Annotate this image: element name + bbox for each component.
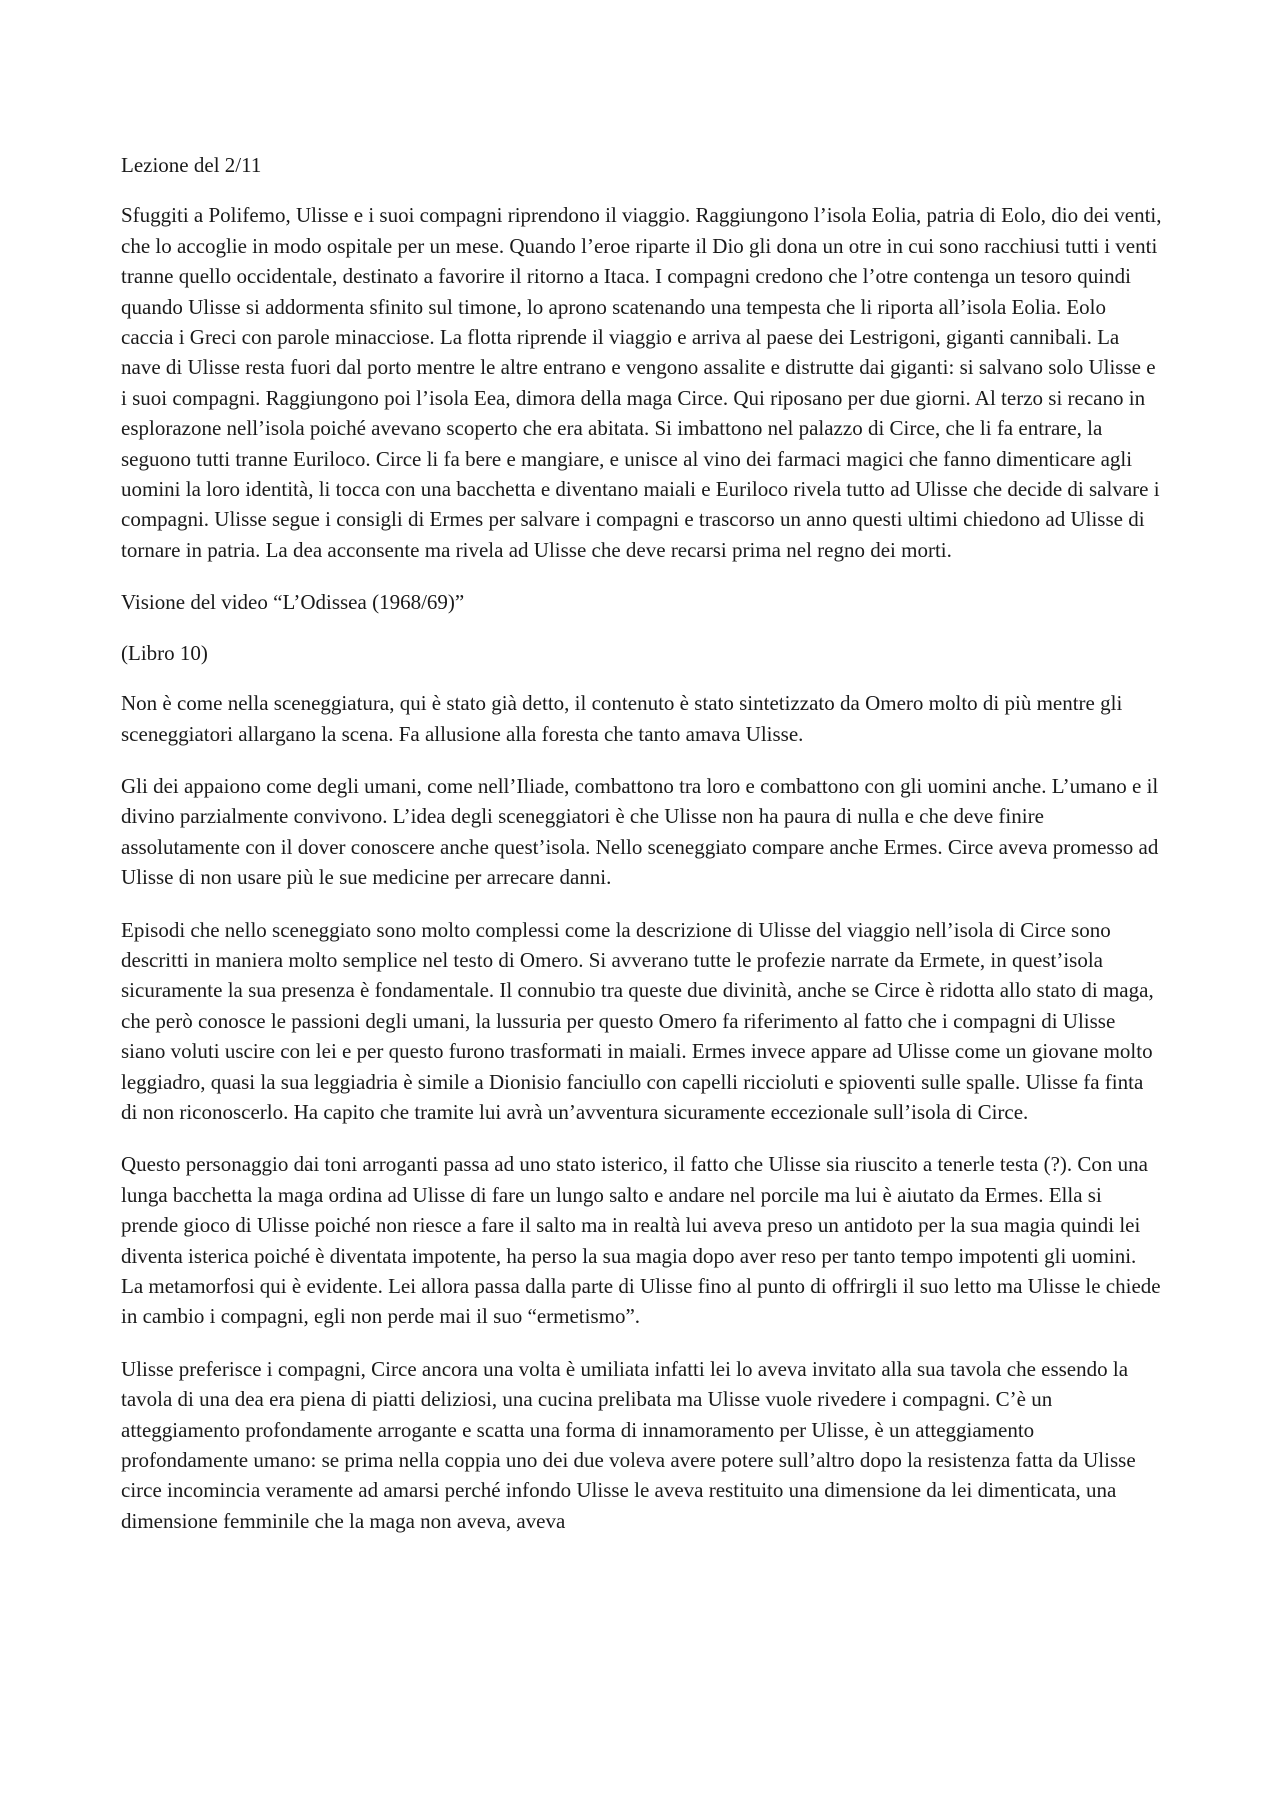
paragraph-episodes: Episodi che nello sceneggiato sono molto complessi come la descrizione di Ulisse del viaggio nell’isola di Circe sono descritti in maniera molto semplice nel testo di Omero. Si avverano tutte le profezie narrate da Ermete, in quest’isola sicuramente la sua presenza è fondamentale. Il connubio tra queste due divinità, anche se Circe è ridotta allo stato di maga, che però conosce le passioni degli umani, la lussuria per questo Omero fa riferimento al fatto che i compagni di Ulisse siano voluti uscire con lei e per questo furono trasformati in maiali. Ermes invece appare ad Ulisse come un giovane molto leggiadro, quasi la sua leggiadria è simile a Dionisio fanciullo con capelli riccioluti e spioventi sulle spalle. Ulisse fa finta di non riconoscerlo. Ha capito che tramite lui avrà un’avventura sicuramente eccezionale sull’isola di Circe. xyxy=(121,917,1154,1124)
paragraph-companions: Ulisse preferisce i compagni, Circe ancora una volta è umiliata infatti lei lo aveva invitato alla sua tavola che essendo la tavola di una dea era piena di piatti deliziosi, una cucina prelibata ma Ulisse vuole rivedere i compagni. C’è un atteggiamento profondamente arrogante e scatta una forma di innamoramento per Ulisse, è un atteggiamento profondamente umano: se prima nella coppia uno dei due voleva avere potere sull’altro dopo la resistenza fatta da Ulisse circe incomincia veramente ad amarsi perché infondo Ulisse le aveva restituito una dimensione da lei dimenticata, una dimensione femminile che la maga non aveva, aveva xyxy=(121,1356,1136,1533)
paragraph-book-reference: (Libro 10) xyxy=(121,640,208,665)
paragraph-screenplay: Non è come nella sceneggiatura, qui è stato già detto, il contenuto è stato sintetizzato da Omero molto di più mentre gli sceneggiatori allargano la scena. Fa allusione alla foresta che tanto amava Ulisse. xyxy=(121,691,1123,746)
lesson-heading: Lezione del 2/11 xyxy=(121,153,262,177)
paragraph-circe-hysteria: Questo personaggio dai toni arroganti passa ad uno stato isterico, il fatto che Ulisse sia riuscito a tenerle testa (?). Con una lunga bacchetta la maga ordina ad Ulisse di fare un lungo salto e andare nel porcile ma lui è aiutato da Ermes. Ella si prende gioco di Ulisse poiché non riesce a fare il salto ma in realtà lui aveva preso un antidoto per la sua magia quindi lei diventa isterica poiché è diventata impotente, ha perso la sua magia dopo aver reso per tanto tempo impotenti gli uomini. La metamorfosi qui è evidente. Lei allora passa dalla parte di Ulisse fino al punto di offrirgli il suo letto ma Ulisse le chiede in cambio i compagni, egli non perde mai il suo “ermetismo”. xyxy=(121,1152,1161,1329)
paragraph-gods: Gli dei appaiono come degli umani, come nell’Iliade, combattono tra loro e combattono con gli uomini anche. L’umano e il divino parzialmente convivono. L’idea degli sceneggiatori è che Ulisse non ha paura di nulla e che deve finire assolutamente con il dover conoscere anche quest’isola. Nello sceneggiato compare anche Ermes. Circe aveva promesso ad Ulisse di non usare più le sue medicine per arrecare danni. xyxy=(121,773,1159,890)
paragraph-video-title: Visione del video “L’Odissea (1968/69)” xyxy=(121,590,465,615)
document-page xyxy=(121,150,1163,1558)
paragraph-summary: Sfuggiti a Polifemo, Ulisse e i suoi compagni riprendono il viaggio. Raggiungono l’isola Eolia, patria di Eolo, dio dei venti, che lo accoglie in modo ospitale per un mese. Quando l’eroe riparte il Dio gli dona un otre in cui sono racchiusi tutti i venti tranne quello occidentale, destinato a favorire il ritorno a Itaca. I compagni credono che l’otre contenga un tesoro quindi quando Ulisse si addormenta sfinito sul timone, lo aprono scatenando una tempesta che li riporta all’isola Eolia. Eolo caccia i Greci con parole minacciose. La flotta riprende il viaggio e arriva al paese dei Lestrigoni, giganti cannibali. La nave di Ulisse resta fuori dal porto mentre le altre entrano e vengono assalite e distrutte dai giganti: si salvano solo Ulisse e i suoi compagni. Raggiungono poi l’isola Eea, dimora della maga Circe. Qui riposano per due giorni. Al terzo si recano in esplorazone nell’isola poiché avevano scoperto che era abitata. Si imbattono nel palazzo di Circe, che li fa entrare, la seguono tutti tranne Euriloco. Circe li fa bere e mangiare, e unisce al vino dei farmaci magici che fanno dimenticare agli uomini la loro identità, li tocca con una bacchetta e diventano maiali e Euriloco rivela tutto ad Ulisse che decide di salvare i compagni. Ulisse segue i consigli di Ermes per salvare i compagni e trascorso un anno questi ultimi chiedono ad Ulisse di tornare in patria. La dea acconsente ma rivela ad Ulisse che deve recarsi prima nel regno dei morti. xyxy=(121,203,1162,562)
